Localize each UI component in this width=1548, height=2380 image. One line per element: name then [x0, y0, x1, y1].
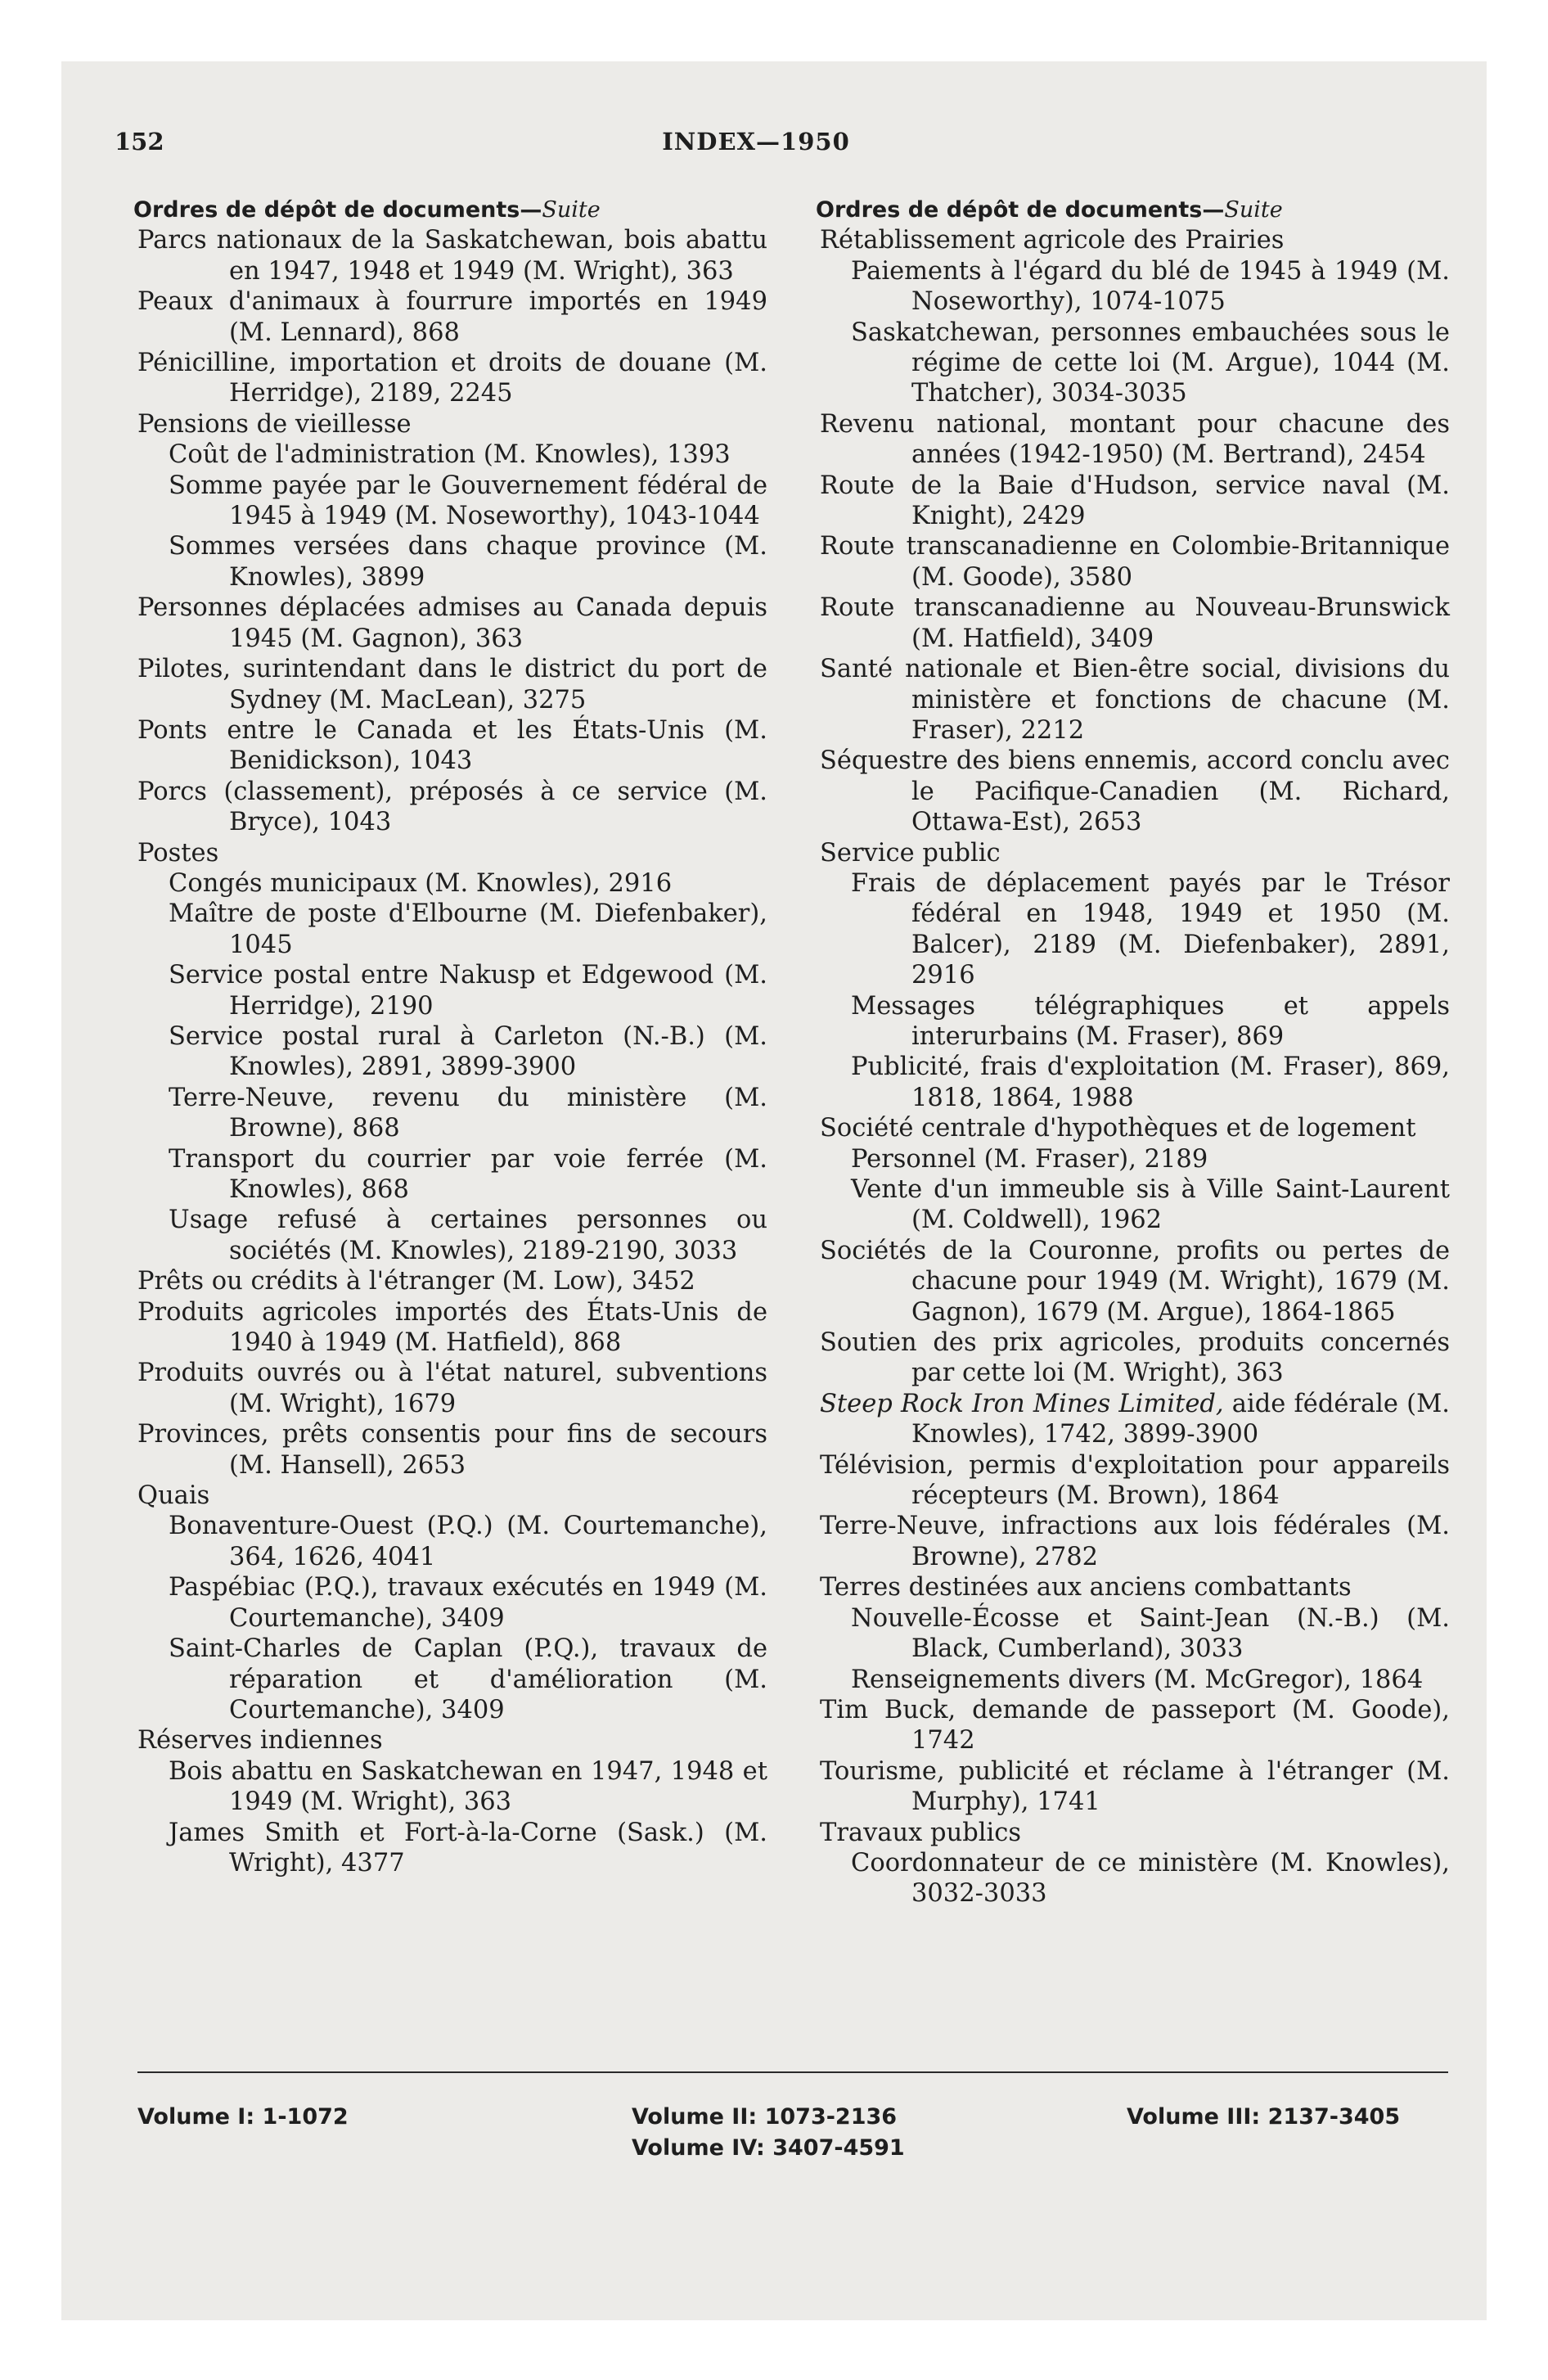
index-entry: [820, 1695, 1450, 1756]
left-entries-list: [137, 225, 767, 1878]
entry-text: Revenu national, montant pour chacune des années (1942-1950) (M. Bertrand), 2454: [820, 409, 1450, 470]
entry-text: Sommes versées dans chaque province (M. Knowles), 3899: [169, 532, 767, 592]
index-entry: [820, 654, 1450, 746]
entry-text: Service public: [820, 838, 1001, 868]
index-subentry: [169, 1083, 767, 1144]
index-entry: [137, 409, 767, 439]
page-number: 152: [115, 128, 164, 156]
index-subentry: [851, 1603, 1450, 1665]
entry-text: Santé nationale et Bien-être social, divisions du ministère et fonctions de chacune (M. Fraser), 2212: [820, 655, 1450, 745]
index-subentry: [851, 1174, 1450, 1236]
index-subentry: [169, 439, 767, 470]
index-subentry: [169, 899, 767, 960]
entry-text: Télévision, permis d'exploitation pour appareils récepteurs (M. Brown), 1864: [820, 1450, 1450, 1511]
entry-text: Réserves indiennes: [137, 1726, 383, 1756]
index-subentry: [851, 1144, 1450, 1174]
index-entry: [820, 471, 1450, 532]
entry-text: Personnes déplacées admises au Canada depuis 1945 (M. Gagnon), 363: [137, 593, 767, 653]
index-subentry: [851, 1848, 1450, 1909]
entry-text: Coordonnateur de ce ministère (M. Knowles), 3032-3033: [851, 1848, 1450, 1909]
entry-text: Terre-Neuve, revenu du ministère (M. Browne), 868: [169, 1083, 767, 1143]
entry-text: Usage refusé à certaines personnes ou sociétés (M. Knowles), 2189-2190, 3033: [169, 1206, 767, 1265]
index-subentry: [851, 318, 1450, 409]
index-subentry: [169, 1144, 767, 1206]
entry-text: Postes: [137, 838, 219, 868]
index-entry: [820, 409, 1450, 471]
index-subentry: [851, 1052, 1450, 1113]
entry-text: Produits agricoles importés des États-Unis de 1940 à 1949 (M. Hatfield), 868: [137, 1297, 767, 1358]
entry-text: Bonaventure-Ouest (P.Q.) (M. Courtemanche), 364, 1626, 4041: [169, 1512, 767, 1571]
volume-2-range: Volume II: 1073-2136: [632, 2104, 898, 2130]
entry-text: Somme payée par le Gouvernement fédéral de 1945 à 1949 (M. Noseworthy), 1043-1044: [169, 471, 767, 531]
index-subentry: [851, 991, 1450, 1053]
index-entry: [137, 225, 767, 286]
entry-text: Paspébiac (P.Q.), travaux exécutés en 1949 (M. Courtemanche), 3409: [169, 1573, 767, 1633]
entry-text: Parcs nationaux de la Saskatchewan, bois abattu en 1947, 1948 et 1949 (M. Wright), 363: [137, 226, 767, 286]
index-entry: [820, 225, 1450, 255]
entry-text: Terres destinées aux anciens combattants: [820, 1573, 1352, 1602]
index-subentry: [169, 1205, 767, 1266]
index-subentry: [169, 1818, 767, 1879]
index-subentry: [169, 1021, 767, 1083]
entry-text: Publicité, frais d'exploitation (M. Fraser), 869, 1818, 1864, 1988: [851, 1053, 1450, 1112]
entry-text: aide fédérale (M. Knowles), 1742, 3899-3900: [911, 1389, 1450, 1449]
entry-text: Service postal entre Nakusp et Edgewood (M. Herridge), 2190: [169, 961, 767, 1021]
index-entry: [137, 1297, 767, 1359]
entry-text: Société centrale d'hypothèques et de logement: [820, 1114, 1416, 1143]
index-entry: [820, 746, 1450, 837]
index-subentry: [169, 1634, 767, 1725]
index-entry: [137, 1481, 767, 1511]
entry-text: Tourisme, publicité et réclame à l'étranger (M. Murphy), 1741: [820, 1756, 1450, 1817]
entry-text: Soutien des prix agricoles, produits concernés par cette loi (M. Wright), 363: [820, 1328, 1450, 1388]
index-entry: [820, 1113, 1450, 1143]
entry-text: Saint-Charles de Caplan (P.Q.), travaux de réparation et d'amélioration (M. Courtemanche), 3409: [169, 1634, 767, 1724]
entry-text: Congés municipaux (M. Knowles), 2916: [169, 868, 673, 898]
heading-text: Ordres de dépôt de documents—: [816, 197, 1225, 223]
entry-text: Vente d'un immeuble sis à Ville Saint-Laurent (M. Coldwell), 1962: [851, 1175, 1450, 1235]
entry-text: Transport du courrier par voie ferrée (M. Knowles), 868: [169, 1144, 767, 1204]
footer-divider: [137, 2071, 1448, 2073]
index-entry: [137, 1725, 767, 1756]
entry-text: Ponts entre le Canada et les États-Unis (M. Benidickson), 1043: [137, 715, 767, 776]
entry-text: Terre-Neuve, infractions aux lois fédérales (M. Browne), 2782: [820, 1512, 1450, 1571]
entry-text: Nouvelle-Écosse et Saint-Jean (N.-B.) (M. Black, Cumberland), 3033: [851, 1603, 1450, 1664]
index-entry: [820, 838, 1450, 868]
entry-text: James Smith et Fort-à-la-Corne (Sask.) (M. Wright), 4377: [169, 1818, 767, 1877]
index-entry: [820, 1511, 1450, 1572]
index-subentry: [851, 256, 1450, 318]
index-entry: [137, 1266, 767, 1296]
entry-text: Séquestre des biens ennemis, accord conclu avec le Pacifique-Canadien (M. Richard, Ottawa-Est), 2653: [820, 746, 1450, 837]
index-entry: [820, 531, 1450, 593]
index-entry: [137, 654, 767, 715]
left-column: [133, 195, 767, 1878]
volume-1-range: Volume I: 1-1072: [137, 2104, 349, 2130]
entry-text: Peaux d'animaux à fourrure importés en 1949 (M. Lennard), 868: [137, 287, 767, 347]
index-entry: [137, 593, 767, 654]
entry-text: Paiements à l'égard du blé de 1945 à 1949 (M. Noseworthy), 1074-1075: [851, 256, 1450, 317]
index-subentry: [169, 1756, 767, 1818]
entry-text: Produits ouvrés ou à l'état naturel, subventions (M. Wright), 1679: [137, 1359, 767, 1418]
index-entry: [137, 838, 767, 868]
index-entry: [137, 348, 767, 409]
entry-text: Maître de poste d'Elbourne (M. Diefenbaker), 1045: [169, 899, 767, 959]
right-column: [816, 195, 1450, 1909]
entry-text: Frais de déplacement payés par le Trésor fédéral en 1948, 1949 et 1950 (M. Balcer), 2189 (M. Diefenbaker), 2891, 2916: [851, 868, 1450, 990]
index-subentry: [851, 868, 1450, 991]
entry-italic-title: Steep Rock Iron Mines Limited,: [820, 1389, 1224, 1418]
entry-text: Sociétés de la Couronne, profits ou pertes de chacune pour 1949 (M. Wright), 1679 (M. Gagnon), 1679 (M. Argue), 1864-1865: [820, 1236, 1450, 1327]
index-subentry: [169, 471, 767, 532]
heading-suite: Suite: [1224, 197, 1283, 223]
index-entry: [137, 1419, 767, 1481]
entry-text: Coût de l'administration (M. Knowles), 1393: [169, 440, 731, 470]
index-subentry: [169, 868, 767, 899]
entry-text: Saskatchewan, personnes embauchées sous le régime de cette loi (M. Argue), 1044 (M. Thatcher), 3034-3035: [851, 318, 1450, 408]
entry-text: Prêts ou crédits à l'étranger (M. Low), 3452: [137, 1267, 695, 1296]
index-subentry: [851, 1665, 1450, 1695]
index-entry: [820, 593, 1450, 654]
entry-text: Pensions de vieillesse: [137, 409, 412, 439]
entry-text: Pénicilline, importation et droits de douane (M. Herridge), 2189, 2245: [137, 349, 767, 408]
volume-3-range: Volume III: 2137-3405: [1127, 2104, 1401, 2130]
left-column-heading: [133, 195, 767, 225]
entry-text: Route transcanadienne au Nouveau-Brunswick (M. Hatfield), 3409: [820, 593, 1450, 653]
page-header: [77, 128, 1435, 164]
index-entry: [820, 1389, 1450, 1450]
index-entry: [820, 1818, 1450, 1848]
right-entries-list: [820, 225, 1450, 1909]
entry-text: Service postal rural à Carleton (N.-B.) (M. Knowles), 2891, 3899-3900: [169, 1021, 767, 1082]
entry-text: Travaux publics: [820, 1818, 1021, 1847]
index-entry: [820, 1236, 1450, 1327]
index-entry: [820, 1756, 1450, 1818]
entry-text: Personnel (M. Fraser), 2189: [851, 1144, 1208, 1174]
heading-text: Ordres de dépôt de documents—: [133, 197, 542, 223]
index-entry: [137, 1358, 767, 1419]
page-title: INDEX—1950: [662, 128, 850, 156]
entry-text: Messages télégraphiques et appels interurbains (M. Fraser), 869: [851, 991, 1450, 1051]
entry-text: Rétablissement agricole des Prairies: [820, 226, 1285, 255]
index-entry: [137, 286, 767, 348]
entry-text: Bois abattu en Saskatchewan en 1947, 1948 et 1949 (M. Wright), 363: [169, 1756, 767, 1817]
entry-text: Renseignements divers (M. McGregor), 1864: [851, 1665, 1424, 1694]
entry-text: Tim Buck, demande de passeport (M. Goode), 1742: [820, 1695, 1450, 1756]
index-entry: [820, 1572, 1450, 1602]
index-subentry: [169, 1572, 767, 1634]
index-entry: [137, 715, 767, 777]
entry-text: Quais: [137, 1481, 210, 1511]
right-column-heading: [816, 195, 1450, 225]
entry-text: Provinces, prêts consentis pour fins de secours (M. Hansell), 2653: [137, 1420, 767, 1480]
index-subentry: [169, 960, 767, 1021]
index-entry: [820, 1327, 1450, 1389]
volume-4-range: Volume IV: 3407-4591: [632, 2135, 905, 2161]
entry-text: Route transcanadienne en Colombie-Britannique (M. Goode), 3580: [820, 532, 1450, 592]
heading-suite: Suite: [542, 197, 601, 223]
index-subentry: [169, 531, 767, 593]
index-subentry: [169, 1511, 767, 1572]
entry-text: Route de la Baie d'Hudson, service naval (M. Knight), 2429: [820, 471, 1450, 531]
entry-text: Pilotes, surintendant dans le district du port de Sydney (M. MacLean), 3275: [137, 655, 767, 714]
entry-text: Porcs (classement), préposés à ce service (M. Bryce), 1043: [137, 777, 767, 837]
index-entry: [137, 777, 767, 838]
index-entry: [820, 1450, 1450, 1512]
